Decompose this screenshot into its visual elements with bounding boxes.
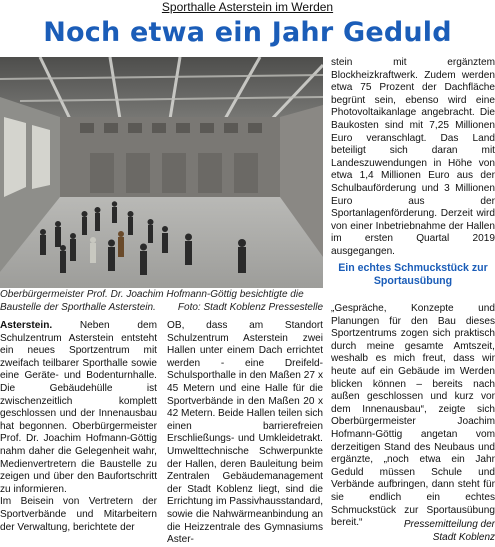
caption-text: Oberbürgermeister Prof. Dr. Joachim Hofmann-Göttig besichtigte die Baustelle der Sporthalle Asterstein. <box>0 289 304 313</box>
construction-photo <box>0 57 323 288</box>
construction-hall-image <box>0 57 323 288</box>
body-paragraph-2: Im Beisein von Vertretern der Sportverbände und Mitarbeitern der Verwaltung, berichtete der <box>0 496 157 533</box>
body-paragraph-4: stein mit ergänztem Blockheizkraftwerk. Zudem werden etwa 75 Prozent der Dachfläche begrünt sein, ebenso wird eine Photovoltaikanlage angebracht. Die Baukosten sind mit 7,25 Millionen Euro veranschlagt. Das Land beteiligt sich daran mit Landeszuwendungen in Höhe von etwa 1,4 Millionen Euro aus der Schulbauförderung und 3 Millionen Euro aus der Sportanlagenförderung. Derzeit wird von einer Inbetriebnahme der Hallen im ersten Quartal 2019 ausgegangen. <box>331 57 495 257</box>
body-paragraph-3: OB, dass am Standort Schulzentrum Asterstein zwei Hallen unter einem Dach errichtet werden - eine Dreifeld-Schulsporthalle in den Maßen 27 x 45 Metern und eine Halle für die Sportverbände in den Maßen 20 x 42 Metern. Beide Hallen teilen sich einen barrierefreien Erschließungs- und Umkleidetrakt. Umwelttechnische Schwerpunkte der Hallen, deren Bauleitung beim Zentralen Gebäudemanagement der Stadt Koblenz liegt, sind die Errichtung im Passivhausstandard, sowie die Nahwärmeanbindung an die Heizzentrale des Gymnasiums Aster- <box>167 320 323 546</box>
signoff-line-1: Pressemitteilung der <box>403 519 495 530</box>
column-2 <box>167 320 323 547</box>
column-1 <box>0 320 157 534</box>
body-paragraph-1: Neben dem Schulzentrum Asterstein entsteht ein neues Sportzentrum mit zweifach teilbarer Sporthalle sowie eine Geräte- und Bodenturnhalle. Die Gebäudehülle ist zwischenzeitlich komplett geschlossen und der Innenausbau hat begonnen. Oberbürgermeister Prof. Dr. Joachim Hofmann-Göttig nahm daher die Gelegenheit wahr, Medienvertretern die Baustelle zu zeigen und über den Baufortschritt zu informieren. <box>0 320 157 495</box>
column-4 <box>331 303 495 530</box>
subheading: Ein echtes Schmuckstück zur Sportausübung <box>338 262 488 287</box>
body-paragraph-5: „Gespräche, Konzepte und Planungen für den Bau dieses Sportzentrums zogen sich praktisch durch meine gesamte Amtszeit, weshalb es mich freut, dass wir heute auf ein Gebäude im Werden blicken können – bereits nach außen geschlossen und kurz vor dem Innenausbau“, zeigte sich Oberbürgermeister Joachim Hofmann-Göttig angetan vom derzeitigen Stand des Neubaus und ergänzte, „noch etwa ein Jahr Geduld müssen Schule und Verbände aufbringen, dann steht für sie endlich ein echtes Schmuckstück zur Sportausübung bereit.“ <box>331 303 495 529</box>
signoff-line-2: Stadt Koblenz <box>432 531 495 543</box>
photo-caption <box>0 288 323 314</box>
column-3 <box>331 57 495 259</box>
headline: Noch etwa ein Jahr Geduld <box>43 17 452 48</box>
dateline: Asterstein. <box>0 320 53 331</box>
signoff <box>331 519 495 544</box>
kicker: Sporthalle Asterstein im Werden <box>161 0 334 14</box>
photo-credit: Foto: Stadt Koblenz Pressestelle <box>177 302 323 313</box>
